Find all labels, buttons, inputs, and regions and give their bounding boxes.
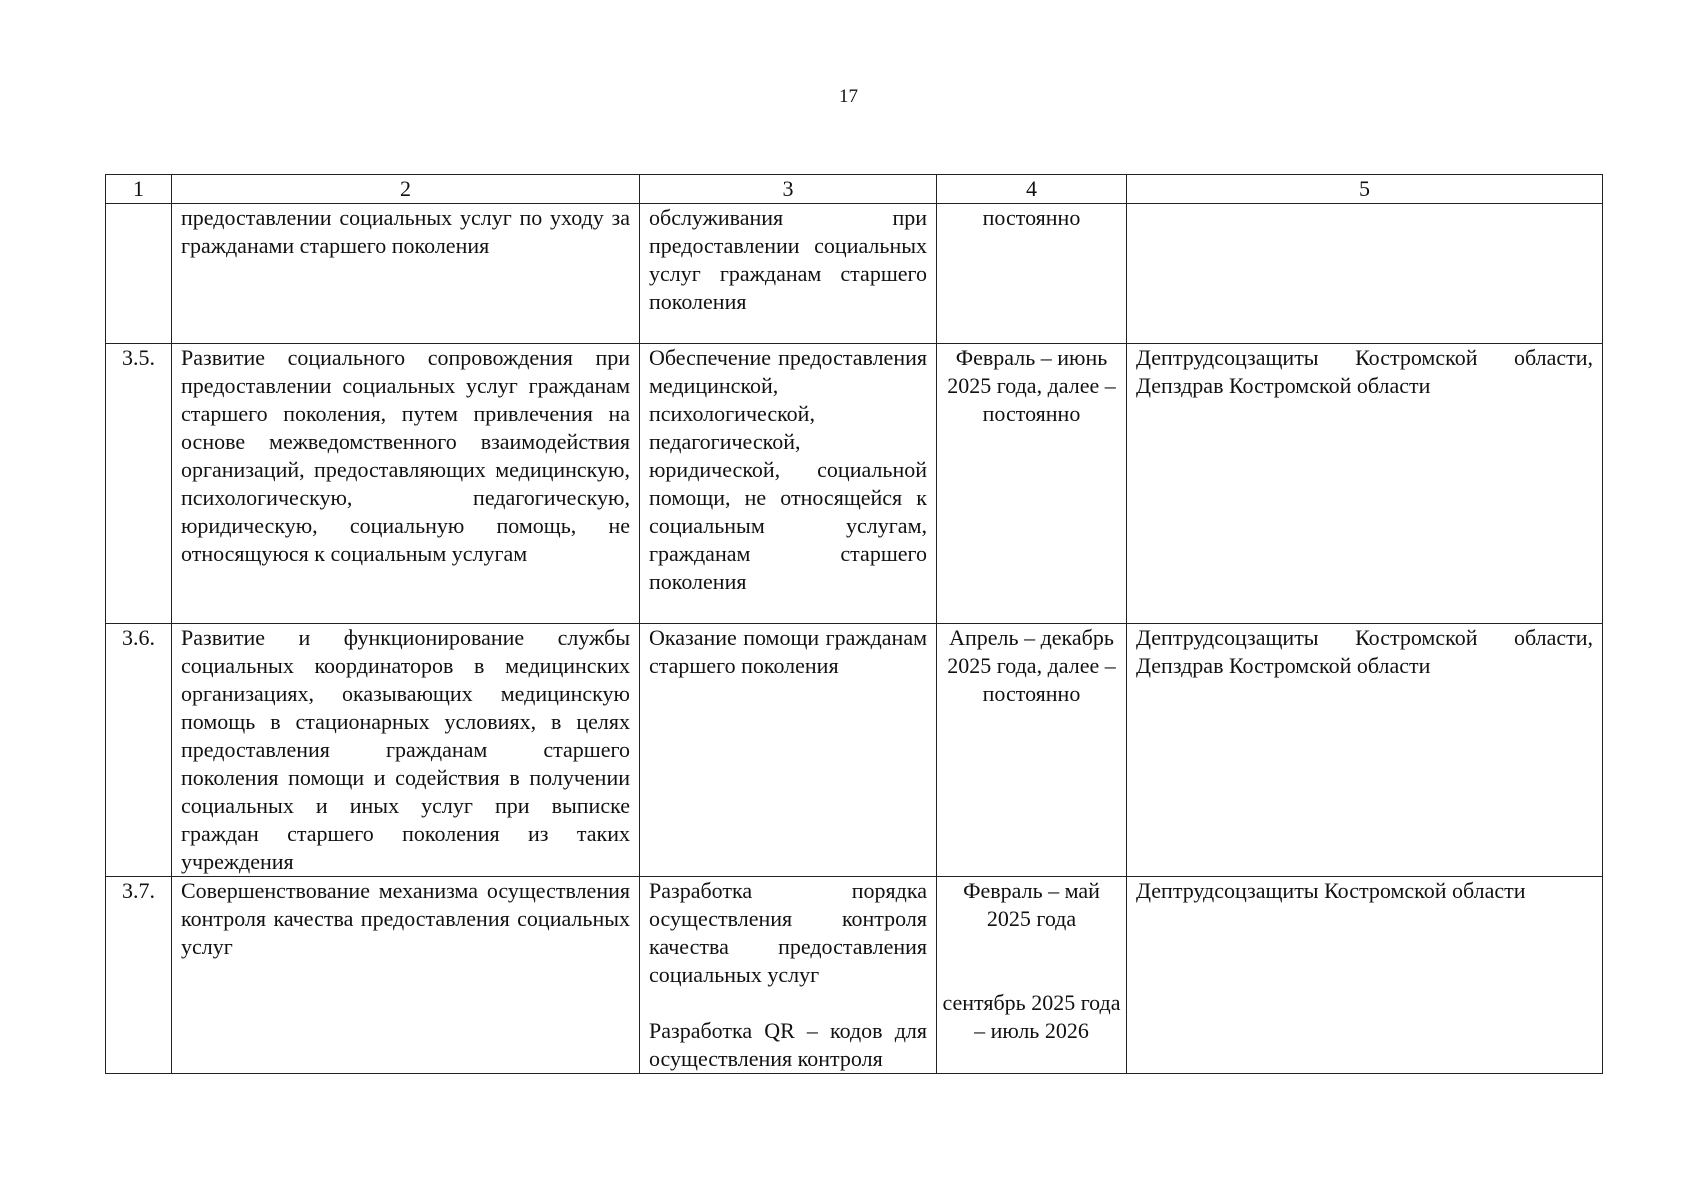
responsible-cell — [1127, 204, 1603, 344]
paragraph-spacer — [941, 933, 1122, 961]
responsible-cell: Дептрудсоцзащиты Костромской области, Депздрав Костромской области — [1127, 344, 1603, 624]
result-cell — [640, 624, 937, 877]
term-cell — [937, 344, 1127, 624]
responsible-cell: Дептрудсоцзащиты Костромской области — [1127, 877, 1603, 1074]
column-header-1: 1 — [106, 175, 172, 204]
row-number — [106, 204, 172, 344]
table-row — [106, 204, 1603, 344]
term-text: Апрель – декабрь 2025 года, далее – постоянно — [947, 625, 1116, 706]
table-row — [106, 624, 1603, 877]
term-cell — [937, 877, 1127, 1074]
table-row — [106, 877, 1603, 1074]
result-cell — [640, 877, 937, 1074]
row-number: 3.5. — [106, 344, 172, 624]
column-header-5: 5 — [1127, 175, 1603, 204]
term-text: Февраль – май 2025 года — [963, 878, 1100, 931]
result-text: Оказание помощи гражданам старшего поколения — [649, 625, 927, 678]
plan-table — [105, 174, 1603, 1074]
page-number: 17 — [839, 86, 858, 107]
term-cell — [937, 204, 1127, 344]
result-text: Разработка порядка осуществления контроля качества предоставления социальных услуг — [649, 878, 927, 987]
result-cell — [640, 204, 937, 344]
term-text: Февраль – июнь 2025 года, далее – постоянно — [947, 345, 1116, 426]
row-number: 3.6. — [106, 624, 172, 877]
column-header-3: 3 — [640, 175, 937, 204]
event-cell: предоставлении социальных услуг по уходу за гражданами старшего поколения — [172, 204, 640, 344]
responsible-cell: Дептрудсоцзащиты Костромской области, Депздрав Костромской области — [1127, 624, 1603, 877]
term-cell — [937, 624, 1127, 877]
event-cell: Развитие и функционирование службы социальных координаторов в медицинских организациях, оказывающих медицинскую помощь в стационарных условиях, в целях предоставления гражданам старшего поколения помощи и содействия в получении социальных и иных услуг при выписке граждан старшего поколения из таких учреждения — [172, 624, 640, 877]
event-cell: Развитие социального сопровождения при предоставлении социальных услуг гражданам старшего поколения, путем привлечения на основе межведомственного взаимодействия организаций, предоставляющих медицинскую, психологическую, педагогическую, юридическую, социальную помощь, не относящуюся к социальным услугам — [172, 344, 640, 624]
term-text: постоянно — [982, 205, 1081, 230]
result-text: обслуживания при предоставлении социальных услуг гражданам старшего поколения — [649, 205, 927, 314]
table-header-row — [106, 175, 1603, 204]
paragraph-spacer — [649, 989, 927, 1017]
event-cell: Совершенствование механизма осуществления контроля качества предоставления социальных услуг — [172, 877, 640, 1074]
row-number: 3.7. — [106, 877, 172, 1074]
paragraph-spacer — [941, 961, 1122, 989]
term-text: сентябрь 2025 года – июль 2026 — [942, 990, 1121, 1043]
table-row — [106, 344, 1603, 624]
column-header-4: 4 — [937, 175, 1127, 204]
result-text: Разработка QR – кодов для осуществления контроля — [649, 1018, 927, 1071]
column-header-2: 2 — [172, 175, 640, 204]
result-cell — [640, 344, 937, 624]
result-text: Обеспечение предоставления медицинской, психологической, педагогической, юридической, социальной помощи, не относящейся к социальным услугам, гражданам старшего поколения — [649, 345, 927, 594]
